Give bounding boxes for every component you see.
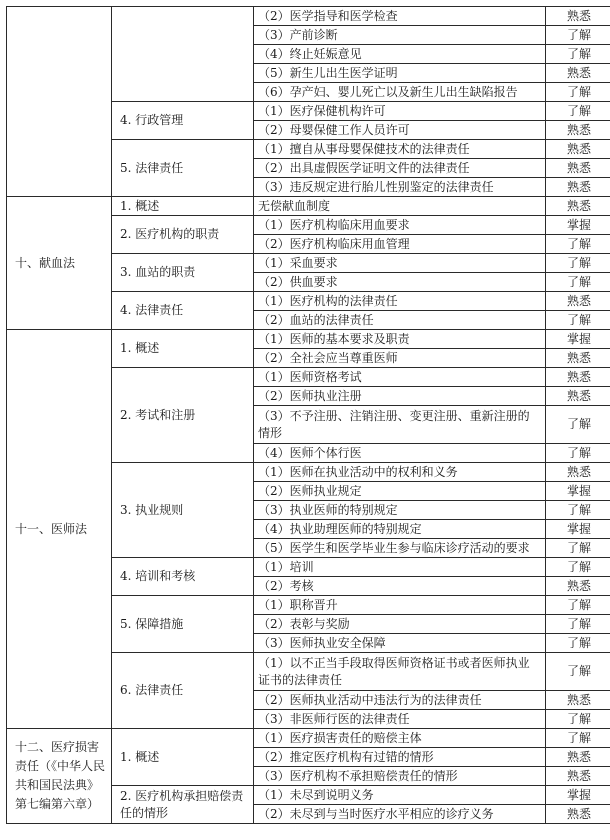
content-cell: （3）不予注册、注销注册、变更注册、重新注册的情形 (254, 406, 546, 444)
content-cell: 无偿献血制度 (254, 197, 546, 216)
section-title-cell (7, 7, 112, 197)
requirement-level-cell: 熟悉 (546, 577, 610, 596)
content-cell: （1）擅自从事母婴保健技术的法律责任 (254, 140, 546, 159)
table-row (7, 7, 610, 26)
requirement-level-cell: 熟悉 (546, 64, 610, 83)
content-cell: （1）医疗机构临床用血要求 (254, 216, 546, 235)
section-title-cell (7, 729, 112, 824)
unit-title-cell (112, 558, 254, 596)
content-cell: （3）医师执业安全保障 (254, 634, 546, 653)
content-cell: （2）供血要求 (254, 273, 546, 292)
requirement-level-cell: 熟悉 (546, 349, 610, 368)
unit-title: 6. 法律责任 (120, 683, 184, 697)
unit-title: 3. 血站的职责 (120, 265, 196, 279)
content-cell: （2）未尽到与当时医疗水平相应的诊疗义务 (254, 805, 546, 824)
unit-title-cell (112, 368, 254, 463)
content-cell: （3）医疗机构不承担赔偿责任的情形 (254, 767, 546, 786)
requirement-level-cell: 了解 (546, 558, 610, 577)
syllabus-table (6, 6, 610, 824)
unit-title: 1. 概述 (120, 198, 160, 213)
content-cell: （1）医疗机构的法律责任 (254, 292, 546, 311)
unit-title: 5. 法律责任 (120, 160, 184, 175)
section-title-cell (7, 197, 112, 330)
content-cell: （3）产前诊断 (254, 26, 546, 45)
unit-title-cell (112, 140, 254, 197)
requirement-level-cell: 掌握 (546, 330, 610, 349)
unit-title: 3. 执业规则 (120, 502, 184, 517)
content-cell: （2）血站的法律责任 (254, 311, 546, 330)
requirement-level-cell: 熟悉 (546, 159, 610, 178)
requirement-level-cell: 了解 (546, 26, 610, 45)
requirement-level-cell: 掌握 (546, 482, 610, 501)
content-cell: （5）医学生和医学毕业生参与临床诊疗活动的要求 (254, 539, 546, 558)
requirement-level-cell: 熟悉 (546, 463, 610, 482)
unit-title: 1. 概述 (120, 341, 160, 355)
content-cell: （4）医师个体行医 (254, 444, 546, 463)
requirement-level-cell: 了解 (546, 729, 610, 748)
section-title: 十一、医师法 (15, 521, 88, 536)
requirement-level-cell: 熟悉 (546, 121, 610, 140)
requirement-level-cell: 熟悉 (546, 292, 610, 311)
content-cell: （1）未尽到说明义务 (254, 786, 546, 805)
requirement-level-cell: 掌握 (546, 216, 610, 235)
content-cell: （4）终止妊娠意见 (254, 45, 546, 64)
unit-title-cell (112, 463, 254, 558)
requirement-level-cell: 熟悉 (546, 140, 610, 159)
requirement-level-cell: 了解 (546, 406, 610, 444)
unit-title: 5. 保障措施 (120, 616, 184, 631)
section-title: 十二、医疗损害责任（《中华人民共和国民法典》第七编第六章） (15, 740, 106, 811)
unit-title-cell (112, 197, 254, 216)
requirement-level-cell: 了解 (546, 501, 610, 520)
content-cell: （2）医学指导和医学检查 (254, 7, 546, 26)
content-cell: （2）医师执业活动中违法行为的法律责任 (254, 691, 546, 710)
content-cell: （4）执业助理医师的特别规定 (254, 520, 546, 539)
unit-title-cell (112, 7, 254, 102)
section-title: 十、献血法 (15, 255, 76, 270)
unit-title-cell (112, 596, 254, 653)
content-cell: （1）医师的基本要求及职责 (254, 330, 546, 349)
content-cell: （2）医师执业注册 (254, 387, 546, 406)
unit-title: 4. 行政管理 (120, 113, 184, 127)
unit-title: 1. 概述 (120, 749, 160, 764)
content-cell: （5）新生儿出生医学证明 (254, 64, 546, 83)
unit-title: 2. 医疗机构承担赔偿责任的情形 (120, 788, 244, 820)
unit-title-cell (112, 786, 254, 824)
content-cell: （1）职称晋升 (254, 596, 546, 615)
requirement-level-cell: 了解 (546, 615, 610, 634)
requirement-level-cell: 了解 (546, 311, 610, 330)
requirement-level-cell: 了解 (546, 634, 610, 653)
content-cell: （3）执业医师的特别规定 (254, 501, 546, 520)
requirement-level-cell: 熟悉 (546, 368, 610, 387)
requirement-level-cell: 了解 (546, 273, 610, 292)
content-cell: （2）医师执业规定 (254, 482, 546, 501)
requirement-level-cell: 熟悉 (546, 178, 610, 197)
requirement-level-cell: 了解 (546, 254, 610, 273)
content-cell: （2）推定医疗机构有过错的情形 (254, 748, 546, 767)
unit-title-cell (112, 102, 254, 140)
requirement-level-cell: 熟悉 (546, 748, 610, 767)
unit-title: 2. 医疗机构的职责 (120, 227, 220, 241)
content-cell: （3）非医师行医的法律责任 (254, 710, 546, 729)
content-cell: （2）医疗机构临床用血管理 (254, 235, 546, 254)
content-cell: （1）医疗保健机构许可 (254, 102, 546, 121)
table-row (7, 330, 610, 349)
requirement-level-cell: 熟悉 (546, 387, 610, 406)
table-row (7, 729, 610, 748)
unit-title-cell (112, 216, 254, 254)
section-title-cell (7, 330, 112, 729)
table-row (7, 197, 610, 216)
content-cell: （2）考核 (254, 577, 546, 596)
content-cell: （2）母婴保健工作人员许可 (254, 121, 546, 140)
unit-title-cell (112, 729, 254, 786)
unit-title-cell (112, 254, 254, 292)
unit-title: 4. 培训和考核 (120, 569, 196, 583)
unit-title: 2. 考试和注册 (120, 407, 196, 422)
content-cell: （2）出具虚假医学证明文件的法律责任 (254, 159, 546, 178)
requirement-level-cell: 了解 (546, 102, 610, 121)
content-cell: （1）采血要求 (254, 254, 546, 273)
content-cell: （6）孕产妇、婴儿死亡以及新生儿出生缺陷报告 (254, 83, 546, 102)
requirement-level-cell: 了解 (546, 235, 610, 254)
content-cell: （1）医师在执业活动中的权利和义务 (254, 463, 546, 482)
unit-title-cell (112, 653, 254, 729)
requirement-level-cell: 了解 (546, 596, 610, 615)
content-cell: （1）培训 (254, 558, 546, 577)
unit-title-cell (112, 292, 254, 330)
requirement-level-cell: 熟悉 (546, 691, 610, 710)
content-cell: （1）医师资格考试 (254, 368, 546, 387)
syllabus-table-body (7, 7, 610, 824)
requirement-level-cell: 掌握 (546, 786, 610, 805)
requirement-level-cell: 了解 (546, 710, 610, 729)
content-cell: （3）违反规定进行胎儿性别鉴定的法律责任 (254, 178, 546, 197)
content-cell: （1）医疗损害责任的赔偿主体 (254, 729, 546, 748)
content-cell: （2）全社会应当尊重医师 (254, 349, 546, 368)
requirement-level-cell: 熟悉 (546, 767, 610, 786)
requirement-level-cell: 了解 (546, 653, 610, 691)
content-cell: （1）以不正当手段取得医师资格证书或者医师执业证书的法律责任 (254, 653, 546, 691)
requirement-level-cell: 了解 (546, 539, 610, 558)
requirement-level-cell: 熟悉 (546, 7, 610, 26)
content-cell: （2）表彰与奖励 (254, 615, 546, 634)
requirement-level-cell: 了解 (546, 45, 610, 64)
unit-title-cell (112, 330, 254, 368)
requirement-level-cell: 了解 (546, 83, 610, 102)
requirement-level-cell: 熟悉 (546, 805, 610, 824)
unit-title: 4. 法律责任 (120, 303, 184, 317)
requirement-level-cell: 掌握 (546, 520, 610, 539)
requirement-level-cell: 熟悉 (546, 197, 610, 216)
requirement-level-cell: 了解 (546, 444, 610, 463)
